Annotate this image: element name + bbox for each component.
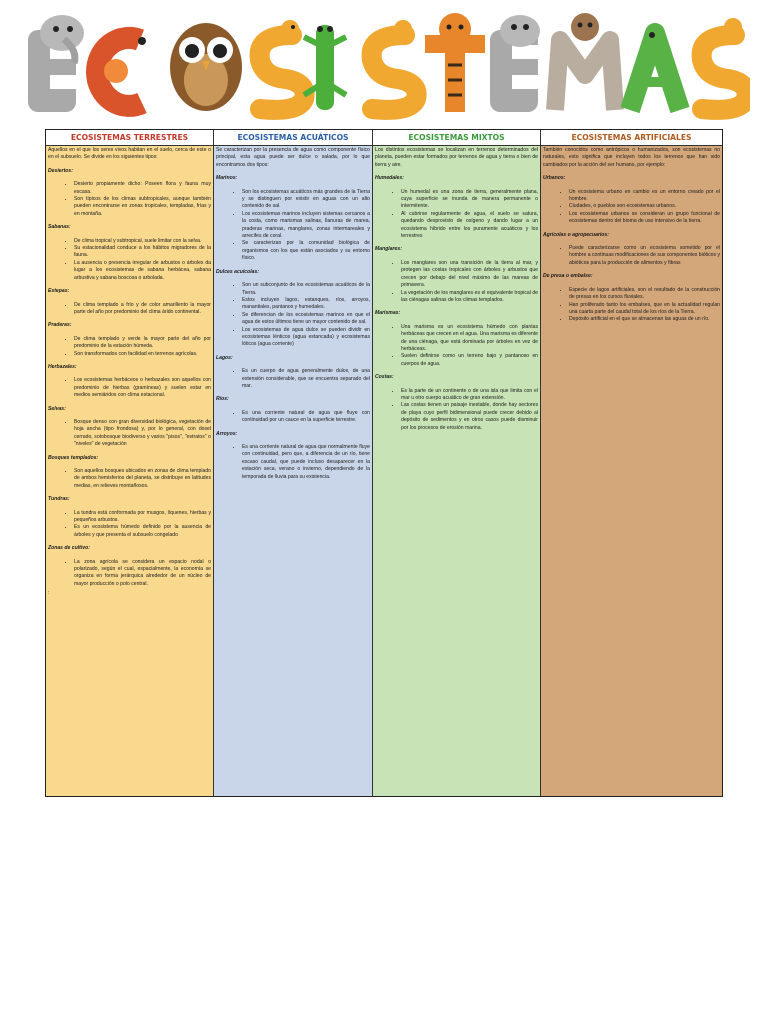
section-list [216, 444, 370, 481]
column-body [373, 146, 540, 440]
section-list [216, 368, 370, 390]
list-item: • Desierto propiamente dicho: Poseen flora y fauna muy escasa. [74, 181, 211, 196]
section-heading: Humedales: [375, 175, 404, 182]
list-item: • Los ecosistemas de agua dulce se pueden dividir en ecosistemas lénticos (agua estancada) y ecosistemas lóticos (agua corriente) [242, 327, 370, 349]
letter-s-giraffe-3 [702, 18, 747, 110]
list-item: • La zona agrícola se considera un espacio nodal o polarizado, según el cual, espacialmente, la economía se organiza en forma jerárquica alrededor de un núcleo de mayor producción o polo central. [74, 559, 211, 589]
section-heading: Praderas: [48, 322, 72, 329]
section-heading: Desiertos: [48, 167, 73, 174]
letter-t-tiger [425, 13, 485, 112]
list-item: • Se diferencian de los ecosistemas marinos en que el agua de estos últimos tiene un mayor contenido de sal. [242, 312, 370, 327]
ecosystems-table [45, 129, 723, 797]
section-list [375, 260, 538, 304]
column-intro: Los distintos ecosistemas se localizan en terrenos determinados del planeta, pueden estar formados por terrenos de agua y tierra o bien de tierra y aire. [375, 147, 538, 168]
trailing-mark: : [48, 590, 50, 597]
list-item: • Los ecosistemas urbanos se consideran un grupo funcional de ecosistemas dentro del bioma de uso intensivo de la tierra. [569, 211, 720, 226]
section-heading: Lagos: [216, 354, 233, 361]
list-item: • Los ecosistemas marinos incluyen sistemas cercanos a la costa, como marismas salinas, llanuras de marea, praderas marinas, manglares, zonas intermareales y arrecifes de coral. [242, 211, 370, 241]
section-list [543, 287, 720, 324]
list-item: • Es un cuerpo de agua generalmente dulce, de una extensión considerable, que se encuentra separado del mar. [242, 368, 370, 390]
list-item: • Ciudades, o pueblos son ecosistemas urbanos. [569, 203, 720, 210]
section-list [543, 189, 720, 226]
section-list [48, 510, 211, 540]
column-intro: También conocidos como antrópicos o humanizados, son ecosistemas no naturales, esto significa que incluyen todos los terrenos que han sido cambiados por la acción del ser humano, por ejemplo: [543, 147, 720, 168]
letter-a-crocodile [630, 32, 680, 110]
list-item: • Especie de lagos artificiales, son el resultado de la construcción de presas en los cursos fluviales. [569, 287, 720, 302]
list-item: • Bosque denso con gran diversidad biológica, vegetación de hoja ancha (tipo frondosa) y, por lo general, con dosel cerrado, sotobosque biodiverso y varios "pisos", "estratos" o "niveles" de vegetación [74, 419, 211, 449]
section-list [375, 189, 538, 241]
section-heading: Tundras: [48, 496, 70, 503]
section-list [48, 336, 211, 358]
section-list [48, 302, 211, 317]
list-item: • Al cubrirse regularmente de agua, el suelo se satura, quedando desprovisto de oxígeno y dando lugar a un ecosistema híbrido entre los puramente acuáticos y los terrestres [401, 211, 538, 241]
section-heading: Ríos: [216, 396, 229, 403]
section-heading: Dulces acuícolas: [216, 268, 260, 275]
column-body [541, 146, 722, 332]
list-item: • Una marisma es un ecosistema húmedo con plantas herbáceas que crecen en el agua. Una marisma es diferente de una ciénaga, que está dominada por árboles en vez de herbáceas. [401, 324, 538, 354]
section-heading: Costas: [375, 374, 394, 381]
list-item: • Se caracterizan por la comunidad biológica de organismos con los que están asociados y su entorno físico. [242, 240, 370, 262]
list-item: • Su estacionalidad conduce a los hábitos migradores de la fauna. [74, 245, 211, 260]
section-heading: Marismas: [375, 310, 401, 317]
section-list [48, 238, 211, 282]
section-heading: Zonas de cultivo: [48, 545, 90, 552]
section-list [375, 388, 538, 432]
section-list [48, 468, 211, 490]
section-heading: Selvas: [48, 405, 66, 412]
section-list [48, 419, 211, 449]
section-heading: Manglares: [375, 246, 402, 253]
list-item: • De clima templado a frío y de color amarillento la mayor parte del año por predominio del clima árido continental. [74, 302, 211, 317]
section-heading: Estepas: [48, 288, 70, 295]
section-list [48, 181, 211, 218]
column-title: ECOSISTEMAS ACUÁTICOS [214, 130, 372, 146]
list-item: • Puede caracterizarse como un ecosistema sometido por el hombre a continuas modificaciones de sus componentes bióticos y abióticos para la producción de alimentos y fibras [569, 245, 720, 267]
list-item: • Es la parte de un continente o de una isla que limita con el mar u otro cuerpo acuático de gran extensión. [401, 388, 538, 403]
section-heading: Herbazales: [48, 363, 77, 370]
section-list [216, 410, 370, 425]
section-heading: Urbanos: [543, 175, 566, 182]
list-item: • Son transformados con facilidad en terrenos agrícolas. [74, 351, 211, 358]
list-item: • La tundra está conformada por musgos, líquenes, hierbas y pequeños arbustos. [74, 510, 211, 525]
letter-o-owl [170, 23, 242, 111]
section-heading: Sabanas: [48, 224, 71, 231]
list-item: • Estos incluyen lagos, estanques, ríos, arroyos, manantiales, pantanos y humedales. [242, 297, 370, 312]
section-heading: Bosques templados: [48, 454, 99, 461]
section-list [48, 559, 211, 589]
list-item: • Son típicos de los climas subtropicales, aunque también pueden encontrarse en zonas tropicales, templadas, frías y en montaña. [74, 196, 211, 218]
list-item: • Han proliferado tanto los embalses, que en la actualidad regulan una cuarta parte del caudal total de los ríos de la Tierra. [569, 302, 720, 317]
list-item: • Son los ecosistemas acuáticos más grandes de la Tierra y se distinguen por existir en aguas con un alto contenido de sal. [242, 189, 370, 211]
list-item: • Un ecosistema urbano en cambio es un entorno creado por el hombre. [569, 189, 720, 204]
column-terrestres [46, 130, 214, 796]
letter-e-elephant-2 [490, 15, 542, 112]
column-body [46, 146, 213, 600]
list-item: • Los ecosistemas herbáceos o herbazales son aquellos con predominio de hierbas (gramíneas) y suelen estar en medios semiáridos con clima estacional. [74, 377, 211, 399]
column-title: ECOSISTEMAS ARTIFICIALES [541, 130, 722, 146]
column-title: ECOSISTEMAS TERRESTRES [46, 130, 213, 146]
column-body [214, 146, 372, 489]
list-item: • Las costas tienen un paisaje inestable, donde hay sectores de playa cuyo perfil bidimensional puede crecer debido al depósito de sedimentos y en otros casos puede disminuir por los procesos de erosión marina. [401, 402, 538, 432]
column-intro: Aquellos en el que los seres vivos habitan en el suelo, cerca de este o en el subsuelo. Se divide en los siguientes tipos: [48, 147, 211, 161]
section-heading: De presa o embalse: [543, 273, 593, 280]
section-heading: Arroyos: [216, 430, 238, 437]
section-list [216, 189, 370, 263]
list-item: • Suelen definirse como un terreno bajo y pantanoso en cuerpos de agua. [401, 353, 538, 368]
list-item: • Son aquellos bosques ubicados en zonas de clima templado de ambos hemisferios del planeta, se distribuye en latitudes medias, en relieves montañosos. [74, 468, 211, 490]
list-item: • De clima templado y verde la mayor parte del año por predominio de la estación húmeda. [74, 336, 211, 351]
section-list [48, 377, 211, 399]
list-item: • Depósito artificial en el que se almacenan las aguas de un río. [569, 316, 720, 323]
section-list [216, 282, 370, 349]
column-title: ECOSISTEMAS MIXTOS [373, 130, 540, 146]
letter-m-monkey [555, 13, 615, 110]
list-item: • La ausencia o presencia irregular de arbustos o árboles da lugar a los ecosistemas de sabana herbácea, sabana arbustiva y sabana boscosa o arbolada. [74, 260, 211, 282]
section-list [543, 245, 720, 267]
list-item: • Es una corriente natural de agua que normalmente fluye con continuidad, pero que, a diferencia de un río, tiene escaso caudal, que puede incluso desaparecer en la estación seca, verano o invierno, dependiendo de la temporada de lluvia para su existencia. [242, 444, 370, 481]
column-acuaticos [214, 130, 373, 796]
section-heading: Marinos: [216, 175, 238, 182]
letter-c-snail [97, 37, 146, 106]
column-mixtos [373, 130, 541, 796]
column-artificiales [541, 130, 722, 796]
list-item: • Los manglares son una transición de la tierra al mar, y protegen las costas tropicales con árboles y arbustos que crecen por debajo del nivel máximo de las mareas de primavera. [401, 260, 538, 290]
letter-e-elephant [28, 15, 84, 112]
list-item: • Es una corriente natural de agua que fluye con continuidad por un cauce en la superficie terrestre. [242, 410, 370, 425]
section-list [375, 324, 538, 368]
column-intro: Se caracterizan por la presencia de agua como componente físico principal, esta agua puede ser dulce o salada, por lo que encontramos dos tipos: [216, 147, 370, 168]
list-item: • Son un subconjunto de los ecosistemas acuáticos de la Tierra. [242, 282, 370, 297]
list-item: • Es un ecosistema húmedo definido por la ausencia de árboles y que presenta el subsuelo congelado [74, 524, 211, 539]
list-item: • Un humedal es una zona de tierra, generalmente plana, cuya superficie se inunda de manera permanente o intermitente. [401, 189, 538, 211]
letter-s-giraffe [260, 20, 305, 110]
section-heading: Agrícolas o agropecuarios: [543, 231, 609, 238]
list-item: • De clima tropical y subtropical, suele limitar con la selva. [74, 238, 211, 245]
letter-s-giraffe-2 [372, 20, 417, 110]
list-item: • La vegetación de los manglares es el equivalente tropical de las ciénagas salinas de los climas templados. [401, 290, 538, 305]
ecosistemas-banner [20, 5, 750, 120]
